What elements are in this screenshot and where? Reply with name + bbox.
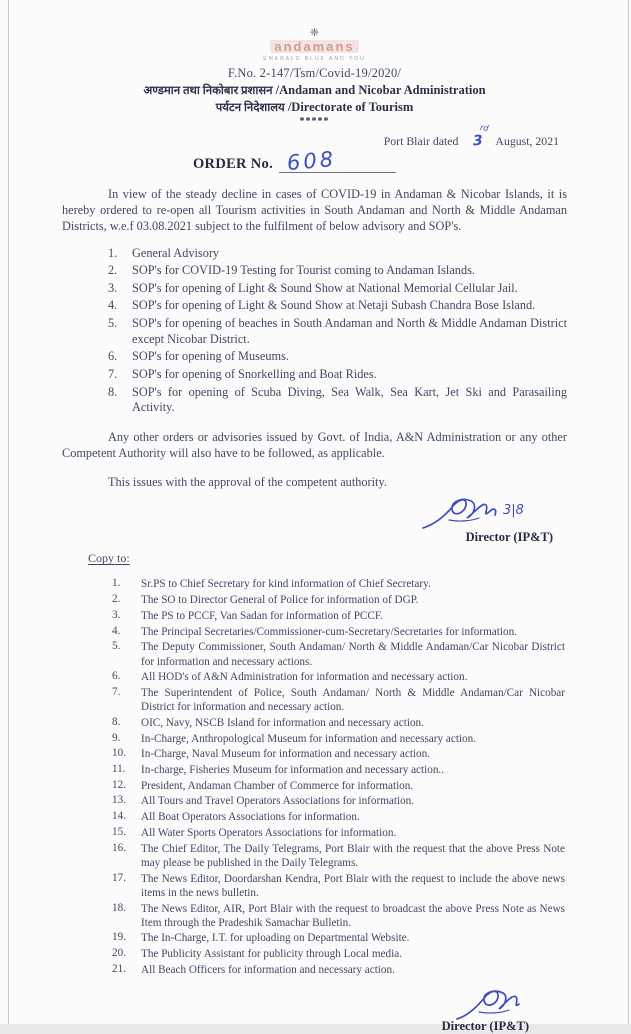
signature-date-note: 3|8 bbox=[503, 503, 524, 519]
handwritten-order-number: 608 bbox=[286, 146, 338, 176]
mid-signature-block bbox=[62, 494, 567, 545]
copy-to-item bbox=[112, 763, 567, 777]
copy-to-item bbox=[112, 625, 567, 639]
copy-item-number: 8. bbox=[112, 715, 121, 728]
star-separator: ***** bbox=[299, 116, 330, 127]
copy-to-item bbox=[112, 577, 567, 591]
order-number-line bbox=[22, 146, 567, 176]
copy-item-text: In-Charge, Naval Museum for information and necessary action. bbox=[141, 748, 431, 761]
sop-item-number: 8. bbox=[108, 384, 118, 399]
copy-item-number: 15. bbox=[112, 825, 126, 838]
copy-to-item bbox=[112, 842, 567, 870]
sop-list-item bbox=[108, 385, 567, 416]
sop-item-number: 5. bbox=[108, 316, 118, 331]
copy-to-item bbox=[112, 872, 567, 900]
sop-item-text: SOP's for COVID-19 Testing for Tourist coming to Andaman Islands. bbox=[132, 263, 475, 278]
copy-to-item bbox=[112, 810, 567, 824]
opening-paragraph: In view of the steady decline in cases of COVID-19 in Andaman & Nicobar Islands, it is hereby ordered to re-open all Tourism activities in South Andaman and North & Middle Andaman Districts, w.e.f 03.08.2021 subject to the fulfilment of below advisory and SOP's. bbox=[62, 187, 567, 234]
copy-item-number: 9. bbox=[112, 731, 121, 744]
copy-item-text: The Deputy Commissioner, South Andaman/ North & Middle Andaman/Car Nicobar District for information and necessary actions. bbox=[141, 641, 565, 668]
copy-item-number: 3. bbox=[112, 608, 121, 621]
sop-item-number: 4. bbox=[108, 298, 118, 313]
swirl-icon: ❈ bbox=[309, 27, 320, 39]
copy-item-number: 5. bbox=[112, 640, 121, 653]
directorate-line bbox=[62, 100, 567, 115]
sop-list bbox=[62, 246, 567, 416]
copy-to-list bbox=[62, 577, 567, 977]
copy-item-number: 14. bbox=[112, 810, 126, 823]
copy-item-number: 17. bbox=[112, 871, 126, 884]
copy-item-text: All Tours and Travel Operators Associations for information. bbox=[141, 795, 415, 808]
copy-to-item bbox=[112, 779, 567, 793]
copy-item-text: The PS to PCCF, Van Sadan for information of PCCF. bbox=[141, 609, 383, 622]
copy-to-item bbox=[112, 826, 567, 840]
copy-item-text: All Water Sports Operators Associations for information. bbox=[141, 826, 397, 839]
sop-list-item bbox=[108, 367, 567, 383]
sop-list-item bbox=[108, 246, 567, 262]
place-date-prefix: Port Blair dated bbox=[383, 134, 459, 148]
copy-to-item bbox=[112, 716, 567, 730]
copy-item-number: 10. bbox=[112, 747, 126, 760]
copy-item-text: All Beach Officers for information and necessary action. bbox=[141, 963, 395, 976]
sop-item-number: 1. bbox=[108, 245, 118, 260]
sop-item-text: SOP's for opening of Museums. bbox=[132, 349, 289, 364]
scan-edge-left bbox=[8, 0, 9, 1024]
copy-item-number: 11. bbox=[112, 763, 126, 776]
copy-item-text: The Publicity Assistant for publicity through Local media. bbox=[141, 948, 402, 961]
logo-tagline: EMERALD BLUE AND YOU bbox=[263, 56, 366, 62]
sop-item-number: 2. bbox=[108, 263, 118, 278]
copy-item-text: In-Charge, Anthropological Museum for information and necessary action. bbox=[141, 732, 477, 745]
administration-hindi: अण्डमान तथा निकोबार प्रशासन bbox=[143, 85, 273, 97]
sop-item-number: 3. bbox=[108, 280, 118, 295]
administration-line bbox=[62, 83, 567, 98]
other-orders-paragraph: Any other orders or advisories issued by Govt. of India, A&N Administration or any other Competent Authority will also have to be followed, as applicable. bbox=[62, 429, 567, 460]
logo-wordmark: andamans bbox=[270, 40, 358, 53]
copy-to-item bbox=[112, 747, 567, 761]
copy-item-number: 20. bbox=[112, 947, 126, 960]
copy-item-text: All HOD's of A&N Administration for information and necessary action. bbox=[141, 671, 468, 684]
copy-to-item bbox=[112, 670, 567, 684]
copy-to-item bbox=[112, 794, 567, 808]
copy-to-item bbox=[112, 640, 567, 668]
sop-item-number: 6. bbox=[108, 349, 118, 364]
sop-item-text: SOP's for opening of Light & Sound Show at Netaji Subash Chandra Bose Island. bbox=[132, 298, 536, 313]
copy-item-number: 1. bbox=[112, 577, 121, 590]
copy-item-text: The SO to Director General of Police for information of DGP. bbox=[141, 594, 419, 607]
copy-item-text: OIC, Navy, NSCB Island for information and necessary action. bbox=[141, 716, 424, 729]
sop-item-number: 7. bbox=[108, 366, 118, 381]
sop-item-text: SOP's for opening of Scuba Diving, Sea Walk, Sea Kart, Jet Ski and Parasailing Activity. bbox=[132, 384, 567, 415]
copy-item-text: Sr.PS to Chief Secretary for kind information of Chief Secretary. bbox=[141, 578, 431, 591]
sop-list-item bbox=[108, 298, 567, 314]
sop-list-item bbox=[108, 263, 567, 279]
place-and-date bbox=[62, 122, 567, 150]
copy-to-item bbox=[112, 686, 567, 714]
copy-item-number: 6. bbox=[112, 670, 121, 683]
sop-item-text: SOP's for opening of beaches in South Andaman and North & Middle Andaman District except Nicobar District. bbox=[132, 316, 567, 346]
scan-edge-right bbox=[628, 0, 629, 1024]
copy-item-text: The Chief Editor, The Daily Telegrams, Port Blair with the request that the above Press Note may please be published in the Daily Telegrams. bbox=[141, 842, 565, 869]
copy-item-text: All Boat Operators Associations for information. bbox=[141, 811, 360, 824]
sop-list-item bbox=[108, 349, 567, 365]
sop-item-text: SOP's for opening of Snorkelling and Boat Rides. bbox=[132, 366, 377, 381]
directorate-hindi: पर्यटन निदेशालय bbox=[215, 102, 285, 114]
sop-item-text: General Advisory bbox=[132, 245, 220, 260]
copy-item-number: 12. bbox=[112, 778, 126, 791]
copy-to-item bbox=[112, 902, 567, 930]
copy-to-heading: Copy to: bbox=[88, 551, 130, 566]
sop-list-item bbox=[108, 281, 567, 297]
day-ordinal-suffix: rd bbox=[480, 122, 490, 134]
date-rest: August, 2021 bbox=[495, 134, 559, 148]
copy-to-item bbox=[112, 593, 567, 607]
andamans-tourism-logo bbox=[62, 28, 567, 62]
order-label: ORDER No. bbox=[192, 156, 274, 172]
copy-to-item bbox=[112, 931, 567, 945]
administration-english: /Andaman and Nicobar Administration bbox=[275, 83, 486, 97]
copy-item-number: 13. bbox=[112, 794, 126, 807]
order-number-blank bbox=[279, 146, 396, 176]
copy-item-text: The News Editor, AIR, Port Blair with the request to broadcast the above Press Note as News Item through the Pradeshik Samachar Bulletin. bbox=[141, 902, 565, 929]
copy-item-number: 16. bbox=[112, 841, 126, 854]
copy-to-item bbox=[112, 963, 567, 977]
copy-item-number: 18. bbox=[112, 901, 126, 914]
copy-item-text: The In-Charge, I.T. for uploading on Departmental Website. bbox=[141, 932, 410, 945]
copy-item-text: The News Editor, Doordarshan Kendra, Port Blair with the request to include the above news items in the news bulletin. bbox=[141, 872, 565, 899]
copy-to-item bbox=[112, 947, 567, 961]
bottom-signature-block bbox=[62, 985, 567, 1034]
copy-item-number: 7. bbox=[112, 685, 121, 698]
copy-item-text: The Principal Secretaries/Commissioner-cum-Secretary/Secretaries for information. bbox=[141, 625, 517, 638]
sop-item-text: SOP's for opening of Light & Sound Show at National Memorial Cellular Jail. bbox=[132, 280, 518, 295]
copy-item-text: In-charge, Fisheries Museum for information and necessary action.. bbox=[141, 764, 445, 777]
approval-paragraph: This issues with the approval of the competent authority. bbox=[108, 475, 387, 490]
bottom-signatory-title: Director (IP&T) bbox=[441, 1019, 529, 1034]
copy-item-number: 19. bbox=[112, 931, 126, 944]
mid-signatory-title: Director (IP&T) bbox=[465, 530, 553, 545]
copy-item-text: The Superintendent of Police, South Andaman/ North & Middle Andaman/Car Nicobar District for information and necessary action. bbox=[141, 686, 565, 714]
copy-to-item bbox=[112, 732, 567, 746]
file-number: F.No. 2-147/Tsm/Covid-19/2020/ bbox=[227, 66, 402, 80]
handwritten-day: 3 rd bbox=[472, 122, 490, 150]
copy-item-text: President, Andaman Chamber of Commerce for information. bbox=[141, 779, 414, 792]
sop-list-item bbox=[108, 316, 567, 347]
copy-item-number: 4. bbox=[112, 624, 121, 637]
copy-to-item bbox=[112, 609, 567, 623]
directorate-english: /Directorate of Tourism bbox=[287, 100, 414, 114]
copy-item-number: 2. bbox=[112, 593, 121, 606]
copy-item-number: 21. bbox=[112, 962, 126, 975]
